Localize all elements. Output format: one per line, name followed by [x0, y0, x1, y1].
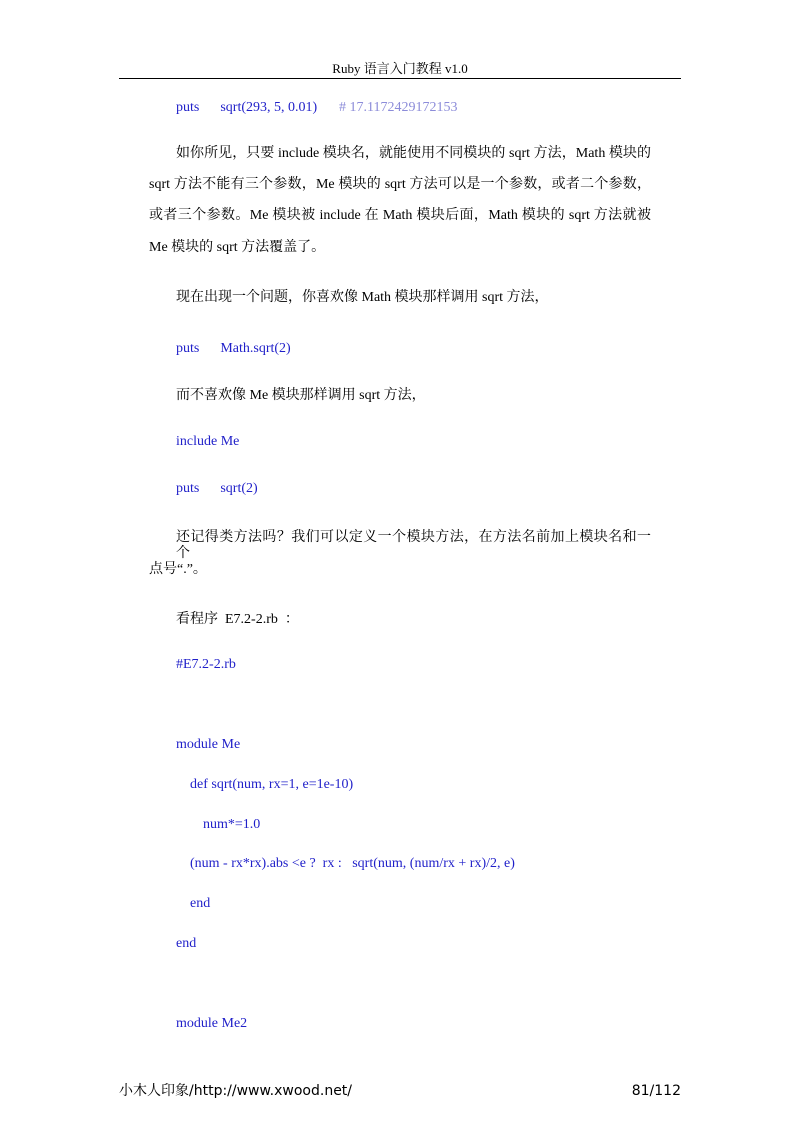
code-line: (num - rx*rx).abs <e ? rx : sqrt(num, (num/rx + rx)/2, e): [190, 856, 515, 871]
paragraph-line: 看程序 E7.2-2.rb ：: [176, 612, 299, 627]
code-line: end: [190, 896, 211, 911]
paragraph-line: 还记得类方法吗？我们可以定义一个模块方法，在方法名前加上模块名和一个: [176, 530, 651, 561]
code-line: #E7.2-2.rb: [176, 657, 236, 672]
code-line: module Me2: [176, 1016, 248, 1031]
paragraph-line: Me 模块的 sqrt 方法覆盖了。: [149, 240, 326, 255]
header-divider: [119, 78, 681, 79]
page-number: 81/112: [631, 1083, 681, 1099]
code-line: num*=1.0: [203, 817, 261, 832]
paragraph-line: 现在出现一个问题，你喜欢像 Math 模块那样调用 sqrt 方法，: [176, 290, 549, 305]
code-line: puts sqrt(293, 5, 0.01): [176, 100, 318, 115]
paragraph-line: 如你所见，只要 include 模块名，就能使用不同模块的 sqrt 方法，Math 模块的: [176, 146, 651, 161]
code-line: puts Math.sqrt(2): [176, 341, 291, 356]
paragraph-line: 而不喜欢像 Me 模块那样调用 sqrt 方法，: [176, 388, 426, 403]
code-line: puts sqrt(2): [176, 481, 258, 496]
code-comment: # 17.1172429172153: [339, 100, 458, 115]
code-line: include Me: [176, 434, 240, 449]
code-line: module Me: [176, 737, 241, 752]
footer-source: 小木人印象/http://www.xwood.net/: [119, 1083, 353, 1099]
code-line: def sqrt(num, rx=1, e=1e-10): [190, 777, 354, 792]
code-line: end: [176, 936, 197, 951]
paragraph-line: 或者三个参数。Me 模块被 include 在 Math 模块后面，Math 模块的 sqrt 方法就被: [149, 208, 651, 223]
header-title: Ruby 语言入门教程 v1.0: [332, 61, 468, 76]
page-footer: [119, 1082, 681, 1102]
paragraph-line: 点号“.”。: [149, 562, 207, 577]
paragraph-line: sqrt 方法不能有三个参数，Me 模块的 sqrt 方法可以是一个参数，或者二个参数，: [149, 177, 651, 192]
